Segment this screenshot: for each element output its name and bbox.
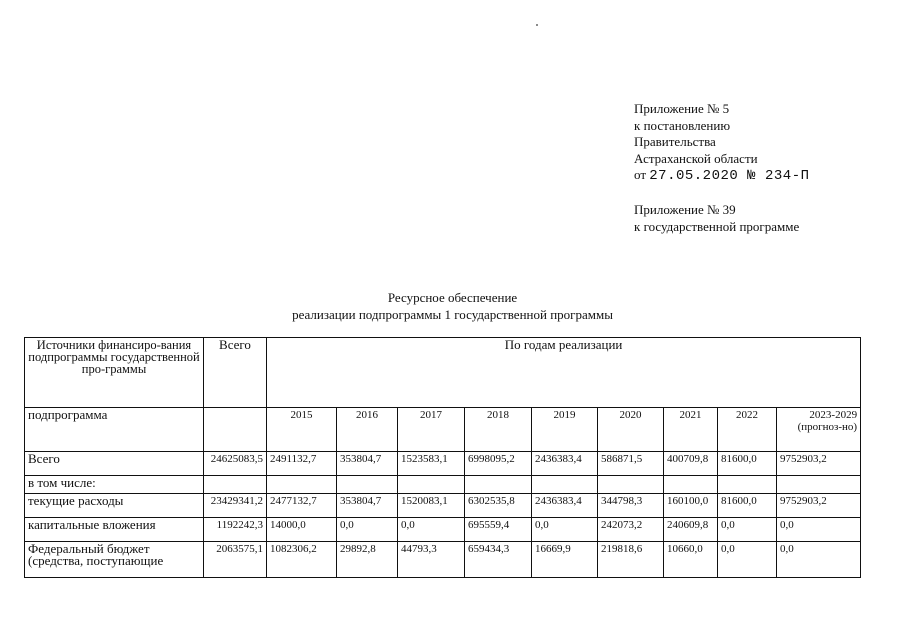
year-header: 2016 [337,408,398,452]
empty-cell [718,476,777,494]
value-cell: 6302535,8 [465,494,532,518]
year-header-row [25,408,861,452]
document-title: Ресурсное обеспечение [387,290,518,305]
document-subtitle: реализации подпрограммы 1 государственной программы [292,307,613,322]
value-cell: 344798,3 [598,494,664,518]
empty-cell [777,476,861,494]
empty-cell [204,408,267,452]
value-cell: 9752903,2 [777,452,861,476]
value-cell: 81600,0 [718,452,777,476]
annex-5-block [634,101,810,185]
total-header: Всего [204,338,267,408]
value-cell: 0,0 [532,518,598,542]
table-header-row [25,338,861,408]
value-cell: 400709,8 [664,452,718,476]
value-cell: 659434,3 [465,542,532,578]
years-header: По годам реализации [267,338,861,408]
empty-cell [337,476,398,494]
value-cell: 242073,2 [598,518,664,542]
row-total: 23429341,2 [204,494,267,518]
row-label: Всего [25,452,204,476]
year-header: 2023-2029 (прогноз-но) [777,408,861,452]
empty-cell [664,476,718,494]
year-header: 2017 [398,408,465,452]
value-cell: 14000,0 [267,518,337,542]
value-cell: 353804,7 [337,494,398,518]
empty-cell [465,476,532,494]
table-row [25,518,861,542]
value-cell: 2477132,7 [267,494,337,518]
value-cell: 219818,6 [598,542,664,578]
value-cell: 16669,9 [532,542,598,578]
annex-39-line: Приложение № 39 [634,202,736,217]
subprogram-label: подпрограмма [25,408,204,452]
value-cell: 160100,0 [664,494,718,518]
value-cell: 353804,7 [337,452,398,476]
date-value: 27.05.2020 № 234-П [649,168,810,184]
row-label: текущие расходы [25,494,204,518]
annex-5-line: Астраханской области [634,150,758,166]
date-prefix: от [634,167,647,182]
value-cell: 0,0 [777,518,861,542]
value-cell: 240609,8 [664,518,718,542]
table-row [25,476,861,494]
value-cell: 6998095,2 [465,452,532,476]
empty-cell [598,476,664,494]
value-cell: 2436383,4 [532,452,598,476]
value-cell: 10660,0 [664,542,718,578]
annex-5-line: Правительства [634,134,716,149]
row-label: Федеральный бюджет (средства, поступающие [25,542,204,578]
empty-cell [204,476,267,494]
value-cell: 695559,4 [465,518,532,542]
value-cell: 1082306,2 [267,542,337,578]
value-cell: 0,0 [777,542,861,578]
sources-header: Источники финансиро-вания подпрограммы государственной про-граммы [25,338,204,408]
year-header: 2020 [598,408,664,452]
value-cell: 0,0 [718,518,777,542]
value-cell: 586871,5 [598,452,664,476]
row-label: в том числе: [25,476,204,494]
year-header: 2022 [718,408,777,452]
value-cell: 2491132,7 [267,452,337,476]
row-total: 2063575,1 [204,542,267,578]
empty-cell [398,476,465,494]
annex-5-line: к постановлению [634,117,731,133]
value-cell: 81600,0 [718,494,777,518]
value-cell: 29892,8 [337,542,398,578]
annex-39-line: к государственной программе [634,218,800,234]
value-cell: 2436383,4 [532,494,598,518]
annex-5-line: Приложение № 5 [634,101,730,116]
table-row [25,452,861,476]
scan-speck [536,24,538,26]
resource-table [24,337,861,578]
year-header: 2021 [664,408,718,452]
table-row [25,494,861,518]
value-cell: 0,0 [337,518,398,542]
row-label: капитальные вложения [25,518,204,542]
value-cell: 0,0 [718,542,777,578]
value-cell: 1523583,1 [398,452,465,476]
year-header: 2018 [465,408,532,452]
value-cell: 1520083,1 [398,494,465,518]
table-row [25,542,861,578]
value-cell: 44793,3 [398,542,465,578]
value-cell: 9752903,2 [777,494,861,518]
annex-5-date [634,167,810,185]
year-header: 2019 [532,408,598,452]
row-total: 24625083,5 [204,452,267,476]
row-total: 1192242,3 [204,518,267,542]
empty-cell [267,476,337,494]
value-cell: 0,0 [398,518,465,542]
annex-39-block [634,202,799,235]
year-header: 2015 [267,408,337,452]
empty-cell [532,476,598,494]
